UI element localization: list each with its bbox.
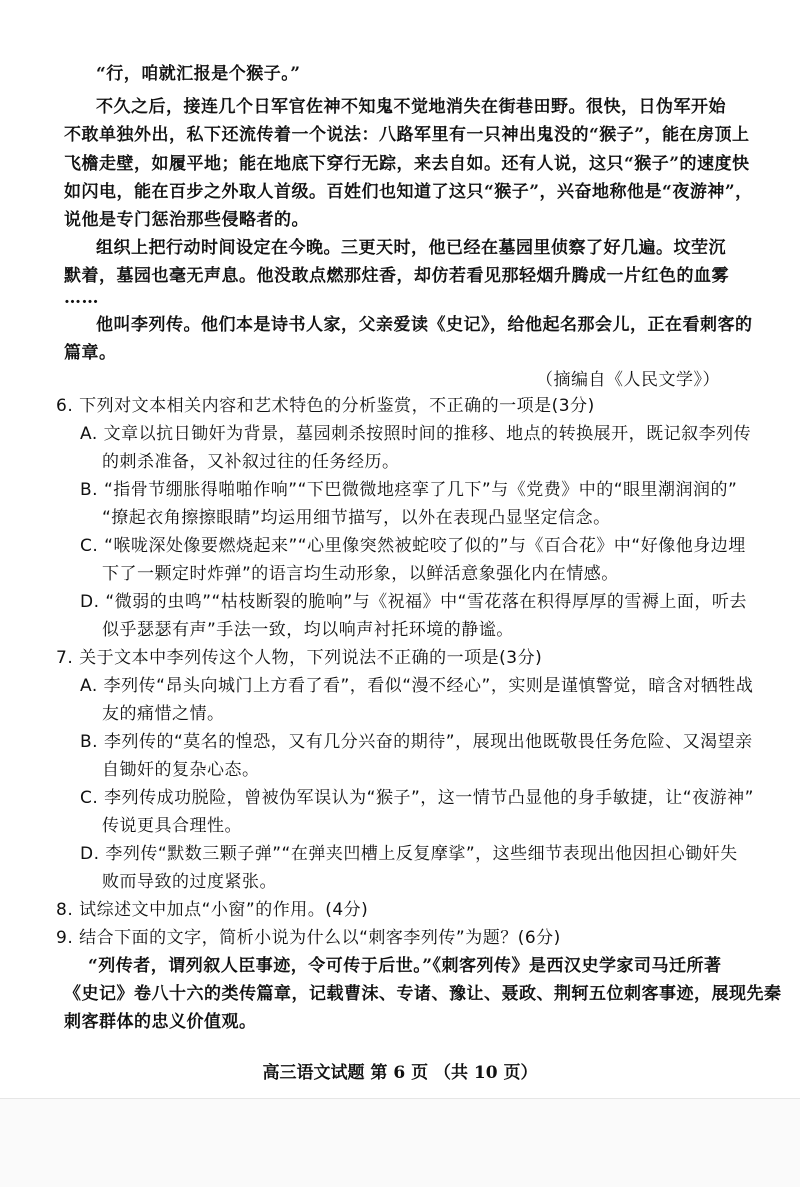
q7-option-d: D. 李列传“默数三颗子弹”“在弹夹凹槽上反复摩挲”，这些细节表现出他因担心锄奸失 <box>80 844 738 864</box>
q9-material-line: “列传者，谓列叙人臣事迹，令可传于后世。”《刺客列传》是西汉史学家司马迁所著 <box>88 956 722 976</box>
question-7-stem: 7. 关于文本中李列传这个人物，下列说法不正确的一项是(3分) <box>56 648 543 668</box>
story-ellipsis: …… <box>64 288 99 308</box>
q7-option-c-cont: 传说更具合理性。 <box>102 816 242 836</box>
q7-option-b: B. 李列传的“莫名的惶恐，又有几分兴奋的期待”，展现出他既敬畏任务危险、又渴望亲 <box>80 732 753 752</box>
q7-option-c: C. 李列传成功脱险，曾被伪军误认为“猴子”，这一情节凸显他的身手敏捷，让“夜游神” <box>80 788 754 808</box>
q7-option-a: A. 李列传“昂头向城门上方看了看”，看似“漫不经心”，实则是谨慎警觉，暗含对牺牲战 <box>80 676 754 696</box>
q6-option-b-cont: “撩起衣角擦擦眼睛”均运用细节描写，以外在表现凸显坚定信念。 <box>102 508 611 528</box>
q6-option-d: D. “微弱的虫鸣”“枯枝断裂的脆响”与《祝福》中“雪花落在积得厚厚的雪褥上面，听去 <box>80 592 747 612</box>
source-citation: （摘编自《人民文学》） <box>536 370 720 390</box>
story-paragraph-2-line: 不敢单独外出，私下还流传着一个说法：八路军里有一只神出鬼没的“猴子”，能在房顶上 <box>64 125 750 145</box>
story-paragraph-3-line: 组织上把行动时间设定在今晚。三更天时，他已经在墓园里侦察了好几遍。坟茔沉 <box>96 238 726 258</box>
story-paragraph-4-line: 他叫李列传。他们本是诗书人家，父亲爱读《史记》，给他起名那会儿，正在看刺客的 <box>96 315 753 335</box>
q6-option-c: C. “喉咙深处像要燃烧起来”“心里像突然被蛇咬了似的”与《百合花》中“好像他身边埋 <box>80 536 746 556</box>
q6-option-c-cont: 下了一颗定时炸弹”的语言均生动形象，以鲜活意象强化内在情感。 <box>102 564 619 584</box>
q6-option-a-cont: 的刺杀准备，又补叙过往的任务经历。 <box>102 452 400 472</box>
story-paragraph-2-line: 说他是专门惩治那些侵略者的。 <box>64 210 309 230</box>
q9-material-line: 《史记》卷八十六的类传篇章，记载曹沫、专诸、豫让、聂政、荆轲五位刺客事迹，展现先秦 <box>64 984 782 1004</box>
story-paragraph-2-line: 飞檐走壁，如履平地；能在地底下穿行无踪，来去自如。还有人说，这只“猴子”的速度快 <box>64 154 750 174</box>
page-bottom-margin <box>0 1099 800 1187</box>
story-paragraph-2-line: 如闪电，能在百步之外取人首级。百姓们也知道了这只“猴子”，兴奋地称他是“夜游神”， <box>64 182 753 202</box>
q6-option-d-cont: 似乎瑟瑟有声”手法一致，均以响声衬托环境的静谧。 <box>102 620 514 640</box>
question-9-stem: 9. 结合下面的文字，简析小说为什么以“刺客李列传”为题？(6分) <box>56 928 561 948</box>
story-paragraph-2-line: 不久之后，接连几个日军官佐神不知鬼不觉地消失在街巷田野。很快，日伪军开始 <box>96 97 726 117</box>
question-8-stem: 8. 试综述文中加点“小窗”的作用。(4分) <box>56 900 369 920</box>
q7-option-d-cont: 败而导致的过度紧张。 <box>102 872 277 892</box>
page-footer: 高三语文试题 第 6 页 （共 10 页） <box>262 1063 538 1083</box>
question-6-stem: 6. 下列对文本相关内容和艺术特色的分析鉴赏，不正确的一项是(3分) <box>56 396 595 416</box>
q6-option-a: A. 文章以抗日锄奸为背景，墓园刺杀按照时间的推移、地点的转换展开，既记叙李列传 <box>80 424 752 444</box>
q9-material-line: 刺客群体的忠义价值观。 <box>64 1012 257 1032</box>
q7-option-a-cont: 友的痛惜之情。 <box>102 704 225 724</box>
story-paragraph-1: “行，咱就汇报是个猴子。” <box>96 64 301 84</box>
q7-option-b-cont: 自锄奸的复杂心态。 <box>102 760 260 780</box>
story-paragraph-4-line: 篇章。 <box>64 343 117 363</box>
q6-option-b: B. “指骨节绷胀得啪啪作响”“下巴微微地痉挛了几下”与《党费》中的“眼里潮润润的” <box>80 480 738 500</box>
story-paragraph-3-line: 默着，墓园也毫无声息。他没敢点燃那炷香，却仿若看见那轻烟升腾成一片红色的血雾 <box>64 266 729 286</box>
